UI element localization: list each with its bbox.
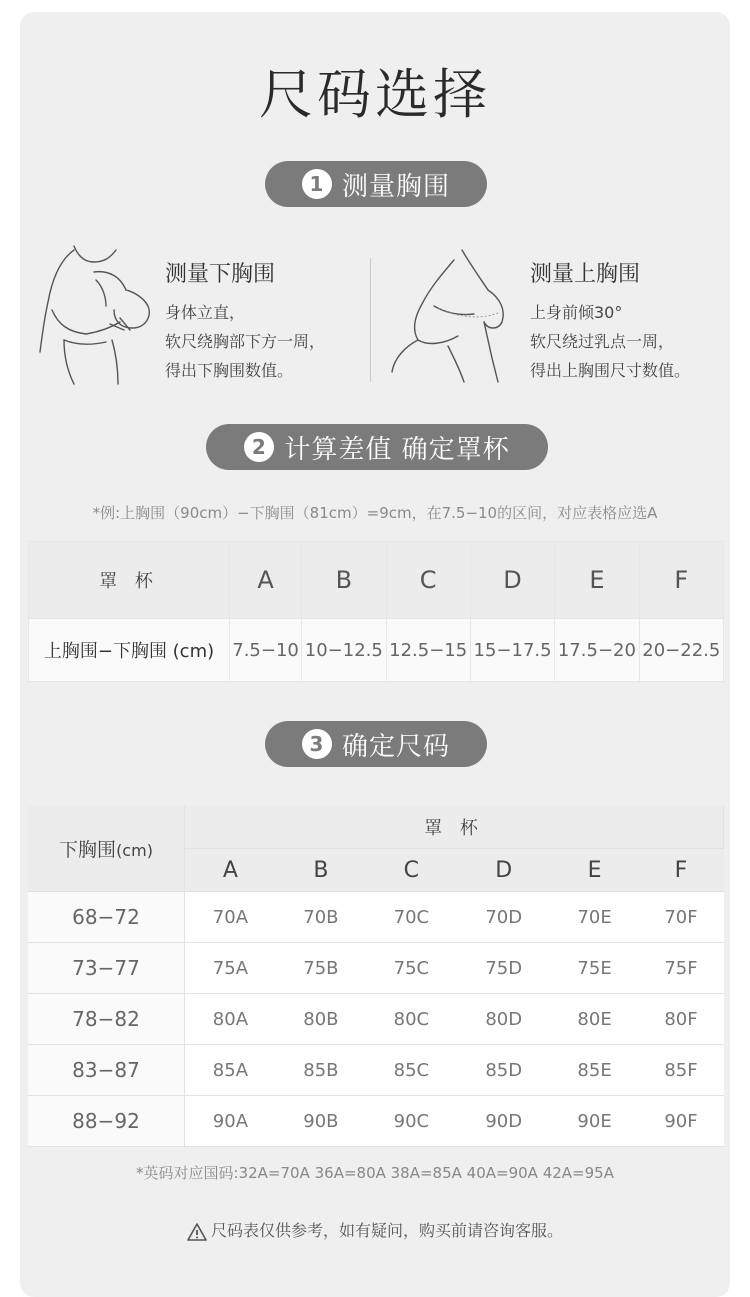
size-cup-cell: C [366, 849, 457, 892]
difference-header-label: 上胸围−下胸围 (cm) [29, 619, 230, 682]
step3-number: 3 [302, 729, 332, 759]
step1-number: 1 [302, 169, 332, 199]
table-row [28, 994, 724, 1045]
uk-size-note: *英码对应国码:32A=70A 36A=80A 38A=85A 40A=90A 42A=95A [136, 1164, 614, 1182]
size-cell: 80B [276, 994, 366, 1045]
band-header [28, 806, 185, 892]
disclaimer-text: 尺码表仅供参考，如有疑问，购买前请咨询客服。 [210, 1221, 563, 1240]
difference-range-cell: 7.5−10 [230, 619, 302, 682]
band-cell: 78−82 [28, 994, 185, 1045]
size-cell: 75E [551, 943, 639, 994]
band-cell: 68−72 [28, 892, 185, 943]
step3-label: 确定尺码 [341, 731, 450, 762]
measure-divider [370, 258, 371, 382]
cup-cell: B [302, 542, 386, 619]
band-header-unit: (cm) [116, 841, 153, 860]
size-cup-cell: D [457, 849, 551, 892]
size-cup-cell: F [638, 849, 723, 892]
size-cell: 70A [185, 892, 276, 943]
band-cell: 83−87 [28, 1045, 185, 1096]
measure-over-bust-illustration [388, 246, 520, 386]
measure-over-title: 测量上胸围 [530, 262, 641, 287]
size-cell: 85D [457, 1045, 551, 1096]
measure-over-line-2: 软尺绕过乳点一周， [530, 332, 675, 351]
calculation-example: *例:上胸围（90cm）−下胸围（81cm）=9cm，在7.5−10的区间，对应表格应选A [92, 504, 658, 522]
difference-range-cell: 20−22.5 [639, 619, 723, 682]
size-cup-cell: A [185, 849, 276, 892]
size-cell: 80F [638, 994, 723, 1045]
cup-cell: D [470, 542, 554, 619]
size-cell: 90A [185, 1096, 276, 1147]
difference-range-cell: 15−17.5 [470, 619, 554, 682]
disclaimer [0, 1218, 750, 1241]
cup-header-row [29, 542, 724, 619]
measure-under-bust-illustration [34, 240, 158, 386]
size-cell: 75A [185, 943, 276, 994]
table-row [28, 943, 724, 994]
size-cell: 90C [366, 1096, 457, 1147]
measure-over-line-1: 上身前倾30° [530, 303, 623, 322]
size-cell: 85E [551, 1045, 639, 1096]
size-cell: 75B [276, 943, 366, 994]
cup-difference-table [28, 541, 724, 682]
size-cell: 75C [366, 943, 457, 994]
difference-range-cell: 17.5−20 [555, 619, 639, 682]
size-cell: 85C [366, 1045, 457, 1096]
size-table [28, 806, 724, 1147]
size-cup-header: 罩 杯 [185, 806, 724, 849]
measure-under-line-1: 身体立直， [165, 303, 246, 322]
cup-cell: C [386, 542, 470, 619]
step2-label: 计算差值 确定罩杯 [284, 434, 510, 465]
size-cell: 70D [457, 892, 551, 943]
size-cell: 85B [276, 1045, 366, 1096]
size-cell: 90F [638, 1096, 723, 1147]
measure-under-line-2: 软尺绕胸部下方一周， [165, 332, 326, 351]
step2-number: 2 [244, 432, 274, 462]
size-header-row [28, 806, 724, 849]
size-cell: 70F [638, 892, 723, 943]
page-title: 尺码选择 [259, 63, 491, 126]
size-cell: 90D [457, 1096, 551, 1147]
size-cell: 80D [457, 994, 551, 1045]
size-cell: 70E [551, 892, 639, 943]
size-cell: 85F [638, 1045, 723, 1096]
band-cell: 88−92 [28, 1096, 185, 1147]
size-cell: 70C [366, 892, 457, 943]
step1-label: 测量胸围 [341, 171, 450, 202]
table-row [28, 892, 724, 943]
size-cell: 75D [457, 943, 551, 994]
cup-cell: E [555, 542, 639, 619]
size-cup-cell: B [276, 849, 366, 892]
size-cell: 85A [185, 1045, 276, 1096]
size-cell: 80E [551, 994, 639, 1045]
size-cell: 90B [276, 1096, 366, 1147]
size-cell: 75F [638, 943, 723, 994]
step3-pill [265, 721, 487, 767]
difference-row [29, 619, 724, 682]
measure-over-line-3: 得出上胸围尺寸数值。 [530, 361, 691, 380]
measure-under-title: 测量下胸围 [165, 262, 276, 287]
table-row [28, 1096, 724, 1147]
band-header-label: 下胸围 [59, 839, 117, 861]
difference-range-cell: 10−12.5 [302, 619, 386, 682]
step1-pill [265, 161, 487, 207]
cup-cell: A [230, 542, 302, 619]
measure-under-line-3: 得出下胸围数值。 [165, 361, 294, 380]
difference-range-cell: 12.5−15 [386, 619, 470, 682]
size-cell: 80C [366, 994, 457, 1045]
size-cell: 80A [185, 994, 276, 1045]
cup-header-label: 罩 杯 [29, 542, 230, 619]
step2-pill [206, 424, 548, 470]
band-cell: 73−77 [28, 943, 185, 994]
cup-cell: F [639, 542, 723, 619]
size-cell: 70B [276, 892, 366, 943]
table-row [28, 1045, 724, 1096]
size-cup-cell: E [551, 849, 639, 892]
size-cell: 90E [551, 1096, 639, 1147]
warning-icon [187, 1223, 207, 1241]
